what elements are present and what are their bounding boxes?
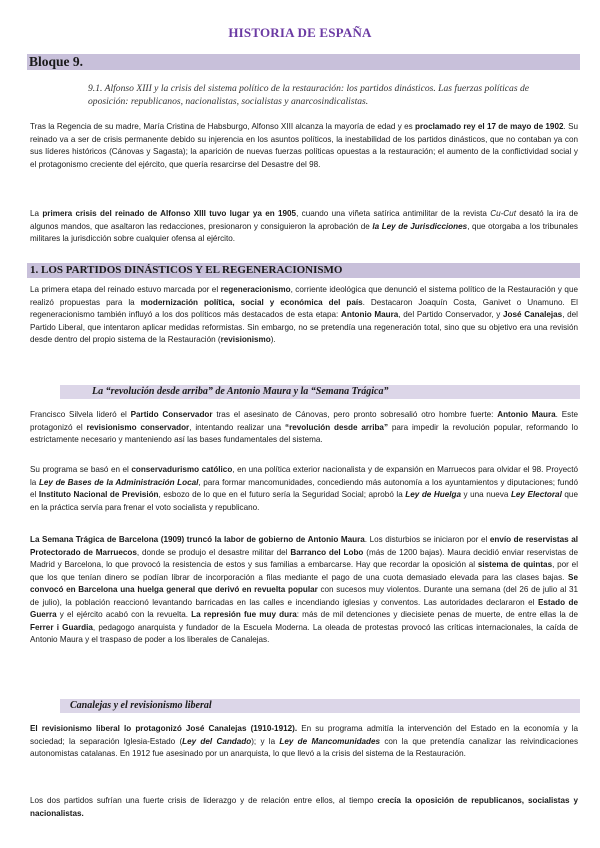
text-bold: revisionismo — [220, 335, 271, 344]
text: , en una política exterior nacionalista y de expansión en Marruecos para olvidar el 98. Proyectó la — [30, 465, 578, 487]
text-bold: proclamado rey el 17 de mayo de 1902 — [415, 122, 564, 131]
text: , esbozo de lo que en el futuro sería la Seguridad Social; aprobó la — [158, 490, 406, 499]
text-bold: Barranco del Lobo — [290, 547, 364, 557]
paragraph-maura — [30, 409, 578, 447]
text: ). — [270, 335, 276, 344]
text-bold-italic: Ley de Mancomunidades — [279, 736, 381, 746]
paragraph-first-crisis — [30, 208, 578, 246]
text: Tras la Regencia de su madre, María Cristina de Habsburgo, Alfonso XIII alcanza la mayoría de edad y es — [30, 122, 415, 131]
text: , donde se produjo el desastre militar del — [136, 547, 291, 557]
text: y una nueva — [460, 490, 511, 499]
text: para impedir la revolución popular, reformando lo estrictamente necesario y manteniendo así las bases fundamentales del sistema. — [30, 422, 578, 444]
text: , del Partido Conservador, y — [398, 310, 504, 319]
text: (más de 1200 bajas). Maura decidió enviar reservistas de Madrid y Barcelona, lo que provocó la resistencia de estos y sus familias a embarcarse. Hay que recordar la oposición al — [30, 547, 579, 569]
text-bold-italic: Ley de Huelga — [405, 490, 461, 499]
text-bold: José Canalejas — [503, 310, 563, 319]
text-bold: Se convocó en Barcelona una huelga general que derivó en revuelta popular — [30, 572, 578, 594]
text-bold: envío de reservistas al Protectorado de Marruecos — [30, 535, 579, 557]
text-bold: modernización política, social y económica del país — [140, 297, 363, 307]
text: : más de mil detenciones y diecisiete penas de muerte, de entre ellas la de — [296, 610, 578, 619]
text-bold: revisionismo conservador — [86, 422, 190, 432]
text: La primera etapa del reinado estuvo marcada por el — [30, 285, 221, 294]
text-bold: Partido Conservador — [130, 410, 213, 419]
text: Su programa se basó en el — [30, 465, 132, 474]
text: , intentando realizar una — [189, 422, 286, 432]
text-bold: sistema de quintas — [477, 560, 553, 569]
text: desató la ira de algunos mandos, que asaltaron las redacciones, presionaron y consiguieron la aprobación de — [30, 209, 578, 231]
text-bold: regeneracionismo — [220, 285, 291, 294]
text: La — [30, 209, 43, 218]
text: tras el asesinato de Cánovas, pero pronto sobresalió otro hombre fuerte: — [212, 410, 498, 419]
text: , corriente ideológica que denunció el sistema político de la Restauración y que realizó propuestas para la — [30, 285, 578, 307]
text-bold: crecía la oposición de republicanos, socialistas y nacionalistas. — [30, 796, 578, 818]
text-bold: La represión fue muy dura — [191, 610, 297, 619]
text: ); y la — [251, 736, 280, 746]
paragraph-regeneracionismo — [30, 284, 578, 347]
text-bold: Instituto Nacional de Previsión — [38, 490, 159, 499]
text-bold: conservadurismo católico — [131, 465, 233, 474]
paragraph-programa — [30, 464, 578, 514]
text: , pedagogo anarquista y fundador de la Escuela Moderna. La oleada de protestas provocó las críticas internacionales, la caída de Antonio Maura y el traspaso de poder a los liberales de Canalejas. — [30, 622, 578, 644]
text: con la que pretendía canalizar las reivindicaciones autonomistas catalanas. En 1912 fue asesinado por un anarquista, lo que llevó a la crisis del sistema de la Restauración. — [30, 736, 579, 758]
subsection-heading-canalejas: Canalejas y el revisionismo liberal — [60, 699, 580, 713]
text: que en la práctica servía para frenar el voto socialista y republicano. — [30, 490, 578, 512]
bloque-heading: Bloque 9. — [27, 54, 580, 70]
text: Francisco Silvela lideró el — [30, 410, 131, 419]
paragraph-oposicion — [30, 795, 578, 820]
text: , que otorgaba a los tribunales militares la jurisdicción sobre cualquier ofensa al ejército. — [30, 221, 578, 243]
text: . Los disturbios se iniciaron por el — [364, 535, 490, 544]
paragraph-intro — [30, 121, 578, 171]
document-title: HISTORIA DE ESPAÑA — [228, 25, 372, 40]
text-bold: Antonio Maura — [341, 310, 399, 319]
text: En su programa admitía la intervención del Estado en la economía y la sociedad; la separación Iglesia-Estado ( — [30, 724, 578, 746]
text-bold: primera crisis del reinado de Alfonso XIII tuvo lugar ya en 1905 — [42, 209, 297, 218]
text-bold: Ferrer i Guardia — [30, 622, 93, 632]
paragraph-semana-tragica — [30, 534, 578, 647]
text: , cuando una viñeta satírica antimilitar de la revista — [296, 209, 491, 218]
text: Los dos partidos sufrían una fuerte crisis de liderazgo y de relación entre ellos, al tiempo — [30, 796, 378, 805]
section-heading-partidos: 1. LOS PARTIDOS DINÁSTICOS Y EL REGENERACIONISMO — [27, 263, 580, 278]
text-bold: Antonio Maura — [497, 410, 556, 419]
subsection-heading-maura: La “revolución desde arriba” de Antonio Maura y la “Semana Trágica” — [60, 385, 580, 399]
text: . Su reinado va a ser de crisis permanente debido su injerencia en los asuntos políticos, la inestabilidad de los partidos dinásticos, que no contaban ya con sus líderes históricos (Cánovas y Sagasta); la aparición de nuevas fuerzas políticas opuestas a la restauración; el aumento de la conflictividad social y el protagonismo creciente del ejército, que quería resarcirse del Desastre del 98. — [30, 122, 579, 169]
text-bold: El revisionismo liberal lo protagonizó José Canalejas (1910-1912). — [30, 724, 298, 733]
text-italic: Cu-Cut — [490, 209, 516, 218]
text: y el ejército acabó con la revuelta. — [56, 610, 192, 619]
text-bold: La Semana Trágica de Barcelona (1909) truncó la labor de gobierno de Antonio Maura — [30, 535, 365, 544]
text: . Destacaron Joaquín Costa, Ganivet o Unamuno. El regeneracionismo también influyó a los dos políticos más destacados de esta etapa: — [30, 297, 578, 319]
text-bold-italic: Ley Electoral — [510, 490, 562, 499]
text: , para formar mancomunidades, concediendo más autonomía a los ayuntamientos y diputaciones; fundó el — [30, 477, 578, 499]
paragraph-canalejas — [30, 723, 578, 761]
text: , del Partido Liberal, que intentaron aplicar medidas reformistas. Sin embargo, no se pretendía una regeneración total, sino que su objetivo era una revisión desde dentro del propio sistema de la Restauración ( — [30, 310, 578, 344]
text-bold-italic: Ley del Candado — [182, 736, 252, 746]
text-bold: “revolución desde arriba” — [285, 422, 389, 432]
text-bold: Estado de Guerra — [30, 597, 578, 619]
text: . Este protagonizó el — [30, 410, 578, 432]
text: , por el que los que tenían dinero se podían librar de incorporación a filas mediante el pago de una cuota demasiado elevada para las clases bajas. — [30, 560, 578, 582]
text: con sucesos muy violentos. Durante una semana (del 26 de julio al 31 de julio), la población reaccionó levantando barricadas en las calles e incendiando iglesias y conventos. Las autoridades declararon el — [30, 585, 579, 607]
text-bold-italic: Ley de Bases de la Administración Local — [38, 477, 199, 487]
topic-subtitle: 9.1. Alfonso XIII y la crisis del sistema político de la restauración: los partidos dinásticos. Las fuerzas políticas de oposición: republicanos, nacionalistas, socialistas y anarcosindicalistas. — [88, 83, 530, 107]
text-bold-italic: la Ley de Jurisdicciones — [372, 221, 468, 231]
